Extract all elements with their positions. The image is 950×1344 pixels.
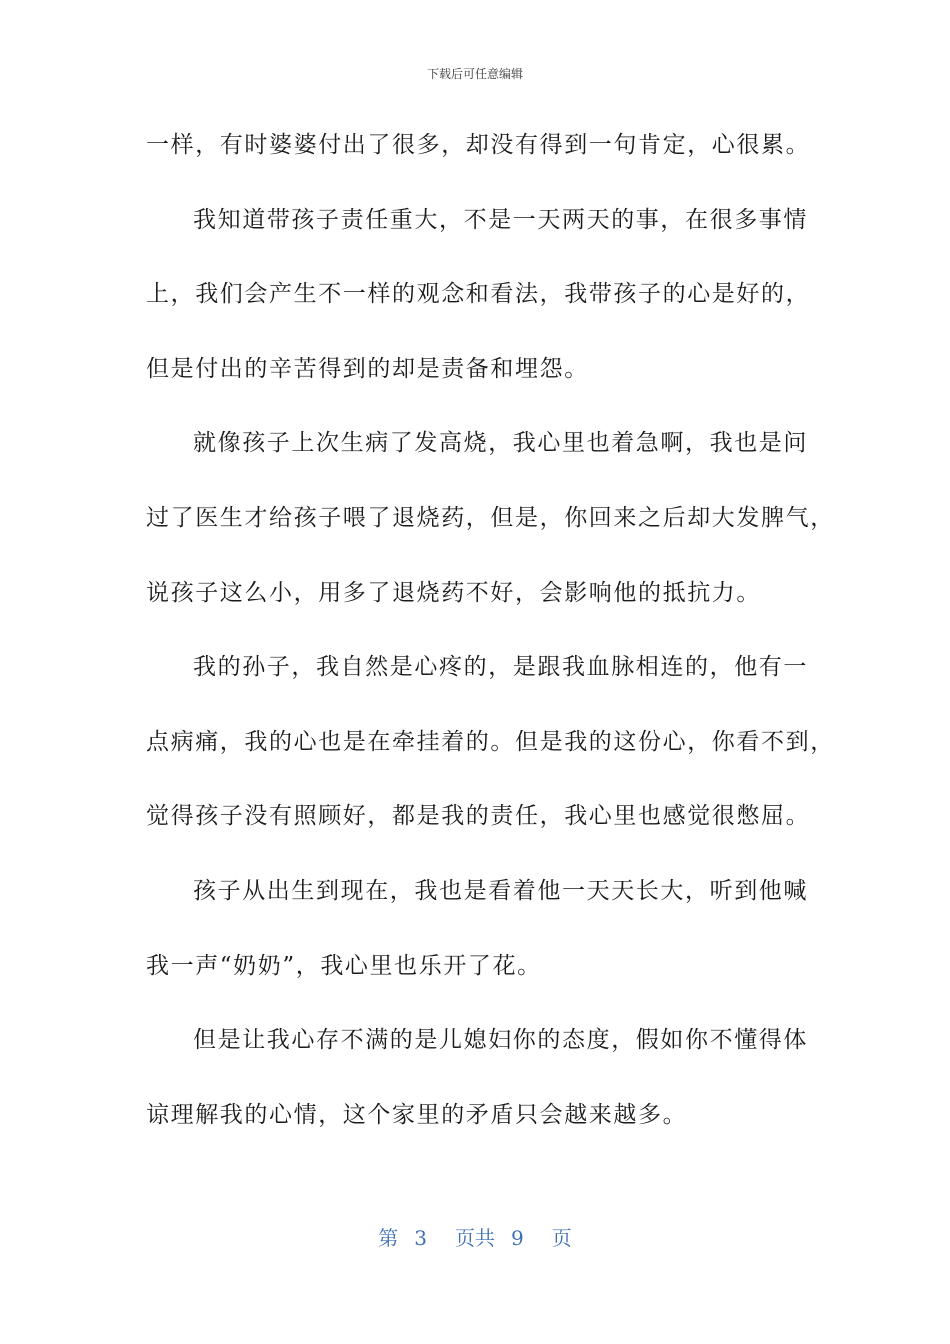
text-line: 就像孩子上次生病了发高烧，我心里也着急啊，我也是问	[193, 430, 808, 457]
current-page-number: 3	[414, 1226, 427, 1250]
text-line: 一样，有时婆婆付出了很多，却没有得到一句肯定，心很累。	[146, 132, 811, 158]
page-suffix: 页	[551, 1226, 572, 1250]
total-pages-number: 9	[511, 1226, 524, 1250]
document-body	[146, 125, 835, 1169]
text-line: 我一声“奶奶”，我心里也乐开了花。	[146, 952, 542, 979]
text-line: 说孩子这么小，用多了退烧药不好，会影响他的抵抗力。	[146, 579, 761, 606]
page-prefix: 第	[378, 1226, 399, 1250]
text-line: 但是让我心存不满的是儿媳妇你的态度，假如你不懂得体	[193, 1027, 808, 1054]
text-line: 觉得孩子没有照顾好，都是我的责任，我心里也感觉很憋屈。	[146, 803, 811, 830]
text-line: 点病痛，我的心也是在牵挂着的。但是我的这份心，你看不到，	[146, 728, 835, 755]
text-line: 我知道带孩子责任重大，不是一天两天的事，在很多事情	[193, 206, 808, 233]
text-line: 我的孙子，我自然是心疼的，是跟我血脉相连的，他有一	[193, 654, 808, 681]
page-header-note: 下载后可任意编辑	[426, 67, 523, 81]
text-line: 但是付出的辛苦得到的却是责备和埋怨。	[146, 355, 589, 382]
page-mid: 页共	[455, 1226, 495, 1250]
text-line: 谅理解我的心情，这个家里的矛盾只会越来越多。	[146, 1101, 688, 1128]
text-line: 上，我们会产生不一样的观念和看法，我带孩子的心是好的，	[146, 281, 811, 308]
text-line: 过了医生才给孩子喂了退烧药，但是，你回来之后却大发脾气，	[146, 504, 835, 531]
text-line: 孩子从出生到现在，我也是看着他一天天长大，听到他喊	[193, 877, 808, 904]
page-footer	[0, 1224, 950, 1252]
